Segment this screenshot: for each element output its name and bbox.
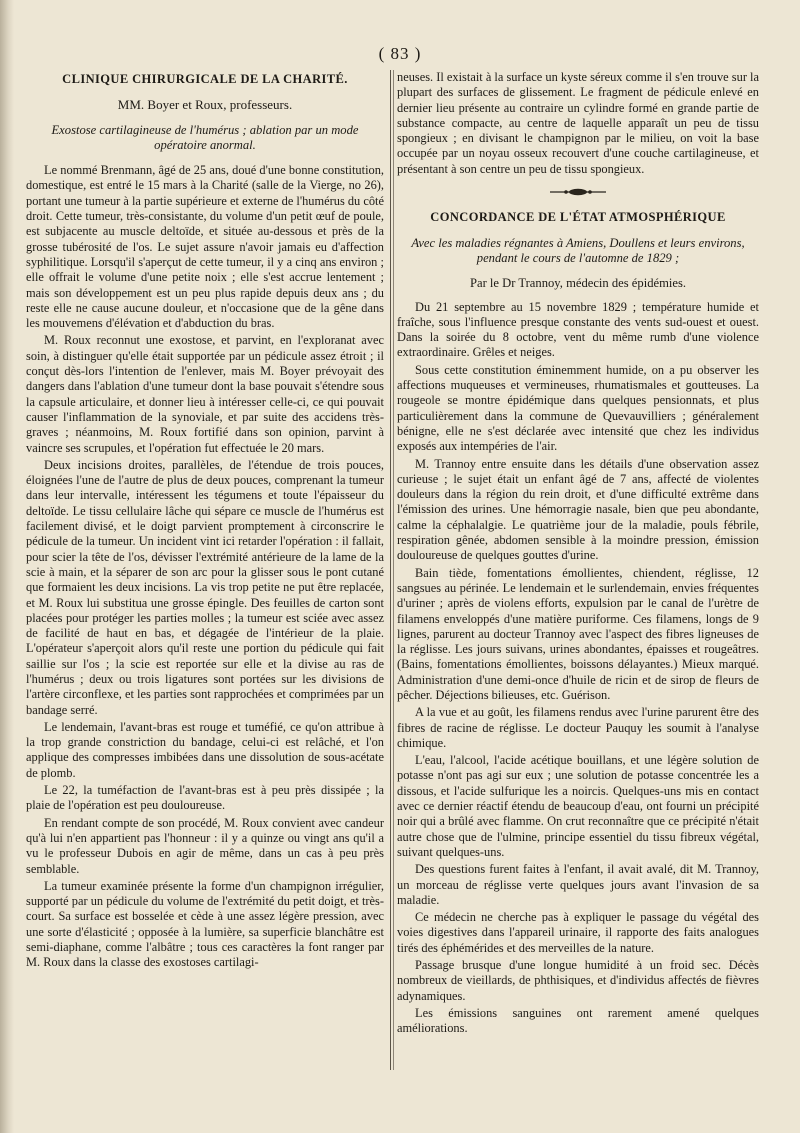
- paragraph: Passage brusque d'une longue humidité à un froid sec. Décès nombreux de vieillards, de phthisiques, et d'individus affectés de fièvres adynamiques.: [397, 958, 759, 1003]
- paragraph: Sous cette constitution éminemment humide, on a pu observer les affections muqueuses et vermineuses, rhumatismales et goutteuses. La rougeole se montre épidémique dans quelques pensionnats, et plus particulièrement dans la commune de Quevauvilliers ; généralement bénigne, elle ne s'est déclarée avec intensité que chez les individus exposés aux intempéries de l'air.: [397, 362, 759, 454]
- paragraph: M. Trannoy entre ensuite dans les détails d'une observation assez curieuse ; le sujet était un enfant âgé de 7 ans, affecté de violentes douleurs dans la région du rein droit, et d'une difficulté extrême dans l'émission des urines. Une hémorragie nasale, bien que peu abondante, calme la céphalalgie. Le quatrième jour de la maladie, pouls fébrile, respiration gênée, abdomen sensible à la moindre pression, émission douloureuse de quelques gouttes d'urine.: [397, 456, 759, 563]
- case-title: Exostose cartilagineuse de l'humérus ; ablation par un mode opératoire anormal.: [51, 122, 359, 152]
- professors-line: MM. Boyer et Roux, professeurs.: [117, 97, 293, 113]
- paragraph: Bain tiède, fomentations émollientes, chiendent, réglisse, 12 sangsues au périnée. Le lendemain et le surlendemain, envies fréquentes d'uriner ; après de violens efforts, expulsion par le canal de l'urètre de filamens enveloppés d'une matière puriforme. Ces filamens, longs de 9 lignes, parurent au docteur Trannoy avec l'aspect des fibres ligneuses de la réglisse. Les jours suivans, urines abondantes, épaisses et rougeâtres. (Bains, fomentations émollientes, boissons délayantes.) Mieux marqué. Administration d'une demi-once d'huile de ricin et de sirop de fleurs de pêcher. Déjections bilieuses, etc. Guérison.: [397, 565, 759, 702]
- article-subtitle: Avec les maladies régnantes à Amiens, Doullens et leurs environs, pendant le cours de l'automne de 1829 ;: [411, 235, 745, 265]
- paragraph: Les émissions sanguines ont rarement amené quelques améliorations.: [397, 1005, 759, 1036]
- paragraph: La tumeur examinée présente la forme d'un champignon irrégulier, supporté par un pédicule du volume de l'extrémité du petit doigt, et très-court. Sa surface est bosselée et cède à une assez légère pression, avec une sorte d'élasticité ; opposée à la lumière, sa superficie blanchâtre est semi-diaphane, comme l'albâtre ; tous ces caractères la font ranger par M. Roux dans la classe des exostoses cartilagi-: [26, 878, 384, 970]
- paragraph: Deux incisions droites, parallèles, de l'étendue de trois pouces, éloignées l'une de l'autre de plus de deux pouces, comprenant la tumeur dans leur intervalle, intéressent les tégumens et toute l'épaisseur du deltoïde. Le tissu cellulaire lâche qui sépare ce muscle de l'humérus est facilement divisé, et le doigt parvient promptement à circonscrire le pédicule de la tumeur. Un incident vint ici retarder l'opération : il fallait, pour scier la tête de l'os, dévisser l'extrémité antérieure de la lame de la scie à main, et la séparer de son arc pour la glisser sous le pont cutané que formaient les deux incisions. La vis trop petite ne put être replacée, et M. Roux lui substitua une grosse épingle. Des feuilles de carton sont placées pour protéger les parties molles ; la tumeur est sciée avec assez de facilité de haut en bas, et dégagée de l'intérieur de la plaie. L'opérateur s'aperçoit alors qu'il reste une portion du pédicule qui fait saillie sur l'os ; la scie est reportée sur elle et la divise au ras de l'humérus ; deux ou trois ligatures sont portées sur les divisions de l'artère circonflexe, et les parties sont rapprochées et comprimées par un bandage serré.: [26, 457, 384, 717]
- paragraph: A la vue et au goût, les filamens rendus avec l'urine parurent être des fibres de racine de réglisse. Le docteur Pauquy les soumit à l'analyse chimique.: [397, 705, 759, 750]
- section-heading-clinique: CLINIQUE CHIRURGICALE DE LA CHARITÉ.: [62, 72, 348, 86]
- paragraph: Le 22, la tuméfaction de l'avant-bras est à peu près dissipée ; la plaie de l'opération est peu douloureuse.: [26, 783, 384, 813]
- column-divider-secondary: [393, 70, 394, 1070]
- continuation-paragraph: neuses. Il existait à la surface un kyste séreux comme il s'en trouve sur la plupart des surfaces de glissement. Le fragment de pédicule enlevé en dernier lieu présente au contraire un cylindre formé en grande partie de substance compacte, au centre de laquelle apparaît un peu de tissu spongieux ; en divisant le champignon par le milieu, on voit la base occupée par un noyau osseux recouvert d'une couche cartilagineuse, et présentant à son centre un peu de tissu spongieux.: [397, 70, 759, 176]
- column-divider: [390, 70, 391, 1070]
- section-heading-concordance: CONCORDANCE DE L'ÉTAT ATMOSPHÉRIQUE: [430, 210, 726, 225]
- page-binding-edge: [0, 0, 14, 1133]
- ornament-divider-icon: [397, 185, 759, 200]
- paragraph: M. Roux reconnut une exostose, et parvint, en l'exploranat avec soin, à distinguer qu'elle était supportée par un pédicule assez étroit ; il conçut dès-lors l'intention de l'enlever, mais M. Boyer prévoyait des dangers dans l'ablation d'une tumeur dont la base pouvait s'étendre sous la capsule articulaire, et donner lieu à intéresser celle-ci, ce qui pouvait causer l'inflammation de la synoviale, et par suite des accidens très-graves ; néanmoins, M. Roux fortifié dans son opinion, parvint à vaincre ses scrupules, et l'opération fut effectuée le 20 mars.: [26, 333, 384, 455]
- paragraph: L'eau, l'alcool, l'acide acétique bouillans, et une légère solution de potasse n'ont pas agi sur eux ; une solution de potasse concentrée les a dissous, et l'acide sulfurique les a noircis. Quelques-uns mis en contact avec ce dernier réactif étendu de beaucoup d'eau, ont fourni un précipité noir qui a brûlé avec flamme. On crut reconnaître que ce précipité n'était autre chose que de l'ulmine, principe essentiel du tissu fibreux végétal, suivant quelques-uns.: [397, 753, 759, 859]
- paragraph: Ce médecin ne cherche pas à expliquer le passage du végétal des voies digestives dans l'appareil urinaire, il rapporte des faits analogues tirés des éphémérides et des merveilles de la nature.: [397, 910, 759, 955]
- paragraph: Des questions furent faites à l'enfant, il avait avalé, dit M. Trannoy, un morceau de réglisse verte quelques jours avant l'invasion de sa maladie.: [397, 862, 759, 907]
- paragraph: Le nommé Brenmann, âgé de 25 ans, doué d'une bonne constitution, domestique, est entré le 15 mars à la Charité (salle de la Vierge, no 26), portant une tumeur à la partie supérieure et externe de l'humérus du côté droit. Cette tumeur, très-consistante, du volume d'un petit œuf de poule, est subjacente au muscle deltoïde, et située au-dessous et près de la grosse tubérosité de l'os. Le sujet assure n'avoir jamais eu d'affection syphilitique. Lorsqu'il s'aperçut de cette tumeur, il y a cinq ans environ ; elle offrait le volume d'une petite noix ; elle s'est accrue lentement ; mais son développement est un peu plus rapide depuis deux ans ; du reste elle ne cause aucune douleur, et n'occasione que de la gêne dans les mouvemens d'élévation et d'abduction du bras.: [26, 163, 384, 331]
- author-byline: Par le Dr Trannoy, médecin des épidémies.: [469, 276, 687, 291]
- paragraph: En rendant compte de son procédé, M. Roux convient avec candeur qu'à lui n'en appartient pas l'honneur : il y a quinze ou vingt ans qu'il a vu le professeur Dubois en agir de même, dans un cas à peu près semblable.: [26, 815, 384, 876]
- right-column: [397, 70, 759, 1039]
- left-column: [26, 70, 384, 973]
- paragraph: Du 21 septembre au 15 novembre 1829 ; température humide et fraîche, sous l'influence presque constante des vents sud-ouest et ouest. Dans la soirée du 8 octobre, vent du même rumb d'une violence extraordinaire. Grêles et neiges.: [397, 299, 759, 360]
- page-number: ( 83 ): [378, 44, 422, 63]
- paragraph: Le lendemain, l'avant-bras est rouge et tuméfié, ce qu'on attribue à la trop grande constriction du bandage, celui-ci est relâché, et l'on applique des compresses imbibées dans une dissolution de sous-acétate de plomb.: [26, 719, 384, 780]
